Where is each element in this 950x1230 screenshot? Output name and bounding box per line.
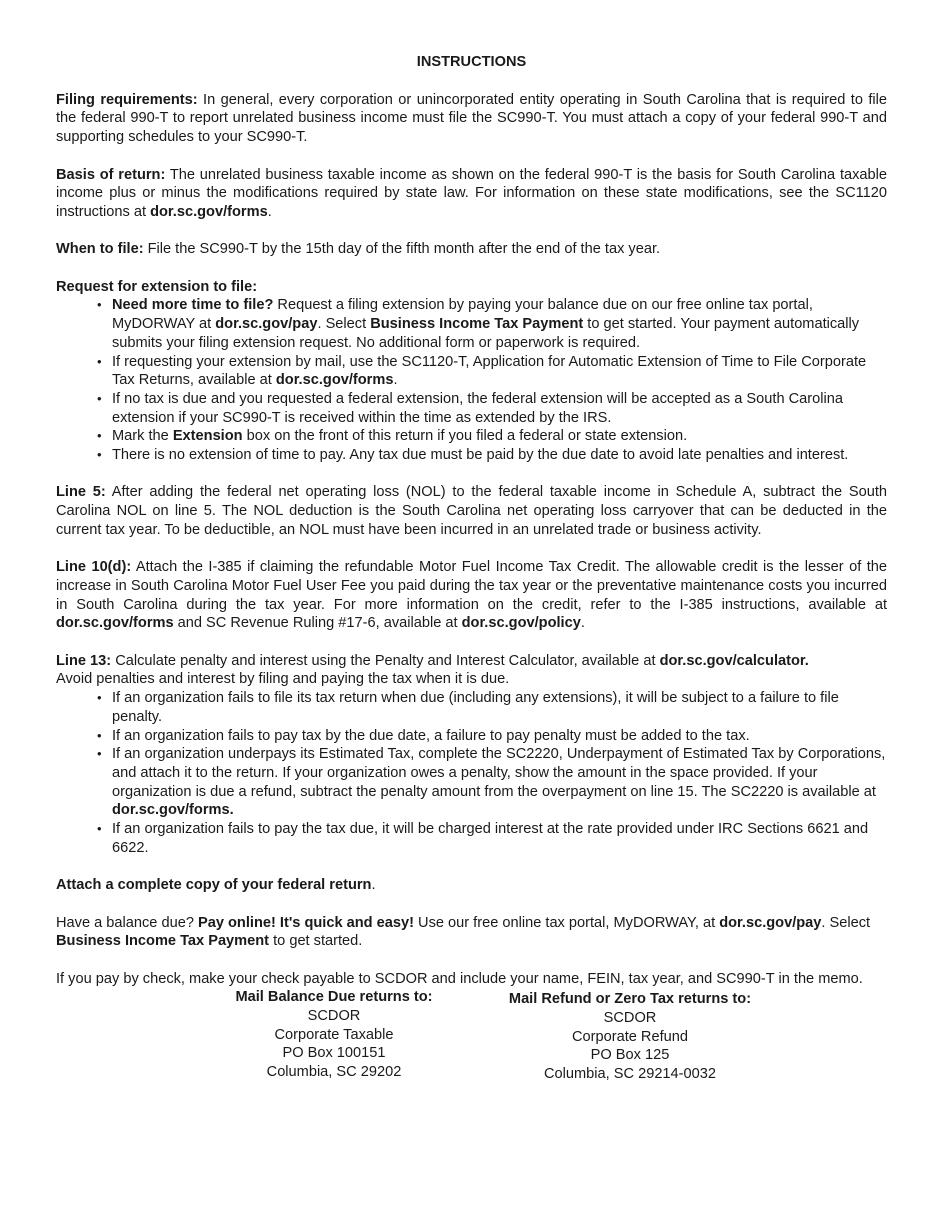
page-title: INSTRUCTIONS	[416, 54, 527, 70]
text-run: . Select	[317, 316, 371, 333]
bold-text: dor.sc.gov/forms	[56, 615, 174, 632]
text-run: If an organization fails to pay the tax due, it will be charged interest at the rate provided under IRC Sections 6621 and 6622.	[112, 821, 869, 856]
text-run: to get started. Your payment automatically submits your filing extension request. No additional form or paperwork is required.	[112, 316, 860, 351]
text-run: If an organization underpays its Estimated Tax, complete the SC2220, Underpayment of Estimated Tax by Corporations, and attach it to the return. If your organization owes a penalty, show the amount in the space provided. If your organization is due a refund, subtract the penalty amount from the overpayment on line 15. The SC2220 is available at	[112, 746, 886, 800]
attach-federal-return	[56, 876, 887, 895]
text-run: to get started.	[269, 933, 363, 950]
bold-text: Business Income Tax Payment	[56, 933, 270, 950]
text-run: After adding the federal net operating loss (NOL) to the federal taxable income in Schedule A, subtract the South Carolina NOL on line 5. The NOL deduction is the South Carolina net operating loss carryover that can be deducted in the current tax year. To be deductible, an NOL must have been incurred in an unrelated trade or business activity.	[56, 484, 887, 538]
text-run: Use our free online tax portal, MyDORWAY, at	[413, 914, 720, 931]
bullet-item	[112, 390, 887, 427]
text-run: Request a filing extension by paying your balance due on our free online tax portal, MyDORWAY at	[112, 297, 813, 333]
bold-text: Request for extension to file:	[56, 278, 258, 295]
text-run: Mark the	[112, 428, 173, 445]
bold-text: dor.sc.gov/forms.	[112, 802, 234, 819]
text-run: box on the front of this return if you filed a federal or state extension.	[242, 428, 688, 445]
text-run: .	[371, 877, 376, 894]
bullet-item	[112, 446, 887, 465]
mail-heading: Mail Balance Due returns to:	[235, 989, 433, 1006]
address-line: PO Box 100151	[282, 1045, 386, 1062]
bold-text: When to file:	[56, 241, 144, 258]
text-run: The unrelated business taxable income as shown on the federal 990-T is the basis for South Carolina taxable income plus or minus the modifications required by state law. For information on these state modifications, see the SC1120 instructions at	[56, 166, 887, 220]
text-run: . Select	[821, 914, 871, 931]
bullet-item	[112, 353, 887, 390]
bold-text: dor.sc.gov/forms	[275, 372, 394, 389]
bullet-item	[112, 427, 887, 446]
text-run: Calculate penalty and interest using the Penalty and Interest Calculator, available at	[111, 652, 660, 669]
bold-text: Pay online! It's quick and easy!	[198, 914, 414, 931]
address-line: SCDOR	[603, 1010, 657, 1027]
bold-text: dor.sc.gov/policy	[461, 615, 581, 632]
bold-text: dor.sc.gov/pay	[719, 914, 822, 931]
mailing-addresses	[56, 988, 887, 1104]
text-run: If requesting your extension by mail, use the SC1120-T, Application for Automatic Extension of Time to File Corporate Tax Returns, available at	[112, 353, 867, 389]
text-run: and SC Revenue Ruling #17-6, available at	[173, 615, 462, 632]
text-run: File the SC990-T by the 15th day of the fifth month after the end of the tax year.	[143, 241, 661, 258]
text-run: Have a balance due?	[56, 914, 198, 931]
bullet-item	[112, 689, 887, 726]
pay-by-check	[56, 970, 887, 989]
text-run: If an organization fails to pay tax by the due date, a failure to pay penalty must be added to the tax.	[112, 727, 750, 744]
line-5	[56, 483, 887, 539]
bullet-item	[112, 745, 887, 820]
bold-text: dor.sc.gov/calculator.	[659, 652, 809, 669]
balance-due	[56, 914, 887, 951]
mail-refund-address	[495, 990, 765, 1084]
address-line: SCDOR	[307, 1008, 361, 1025]
text-run: If an organization fails to file its tax return when due (including any extensions), it will be subject to a failure to file penalty.	[112, 690, 839, 725]
bold-text: Filing requirements:	[56, 91, 198, 108]
penalty-list	[56, 689, 887, 857]
bold-text: Need more time to file?	[112, 297, 274, 314]
text-run: There is no extension of time to pay. Any tax due must be paid by the due date to avoid late penalties and interest.	[112, 447, 849, 464]
bold-text: Business Income Tax Payment	[370, 316, 584, 333]
instructions-body	[56, 91, 887, 989]
when-to-file	[56, 240, 887, 259]
address-line: Corporate Refund	[571, 1028, 688, 1045]
address-line: PO Box 125	[590, 1047, 670, 1064]
text-run: If you pay by check, make your check payable to SCDOR and include your name, FEIN, tax year, and SC990-T in the memo.	[56, 970, 863, 987]
text-run: Attach the I-385 if claiming the refundable Motor Fuel Income Tax Credit. The allowable credit is the lesser of the increase in South Carolina Motor Fuel User Fee you paid during the tax year or the preventative maintenance costs you incurred in South Carolina during the tax year. For more information on the credit, refer to the I-385 instructions, available at	[56, 559, 888, 613]
bold-text: Basis of return:	[56, 166, 166, 183]
address-line: Corporate Taxable	[274, 1026, 394, 1043]
filing-requirements	[56, 91, 887, 147]
text-run: In general, every corporation or unincorporated entity operating in South Carolina that is required to file the federal 990-T to report unrelated business income must file the SC990-T. You must attach a copy of your federal 990-T and supporting schedules to your SC990-T.	[56, 91, 887, 146]
bold-text: dor.sc.gov/forms	[150, 203, 268, 220]
basis-of-return	[56, 166, 887, 222]
text-run: .	[580, 615, 585, 632]
text-run: If no tax is due and you requested a federal extension, the federal extension will be accepted as a South Carolina extension if your SC990-T is received within the time as extended by the IRS.	[112, 390, 843, 426]
bold-text: Attach a complete copy of your federal return	[56, 877, 372, 894]
bold-text: Extension	[172, 428, 243, 445]
bullet-item	[112, 727, 887, 746]
text-run: .	[267, 203, 272, 220]
extension-list	[56, 296, 887, 464]
bullet-item	[112, 296, 887, 352]
instructions-page	[56, 0, 887, 1104]
mail-balance-due-address	[199, 988, 469, 1082]
extension-heading	[56, 278, 887, 297]
bold-text: Line 10(d):	[56, 559, 132, 576]
bullet-item	[112, 820, 887, 857]
bold-text: Line 5:	[56, 484, 106, 501]
bold-text: dor.sc.gov/pay	[215, 316, 318, 333]
line-13	[56, 652, 887, 689]
address-line: Columbia, SC 29202	[266, 1064, 402, 1081]
mail-heading: Mail Refund or Zero Tax returns to:	[508, 991, 752, 1008]
line-10d	[56, 558, 887, 633]
text-run: .	[393, 372, 398, 389]
text-run: Avoid penalties and interest by filing and paying the tax when it is due.	[56, 671, 510, 688]
address-line: Columbia, SC 29214-0032	[544, 1066, 716, 1083]
bold-text: Line 13:	[56, 652, 112, 669]
